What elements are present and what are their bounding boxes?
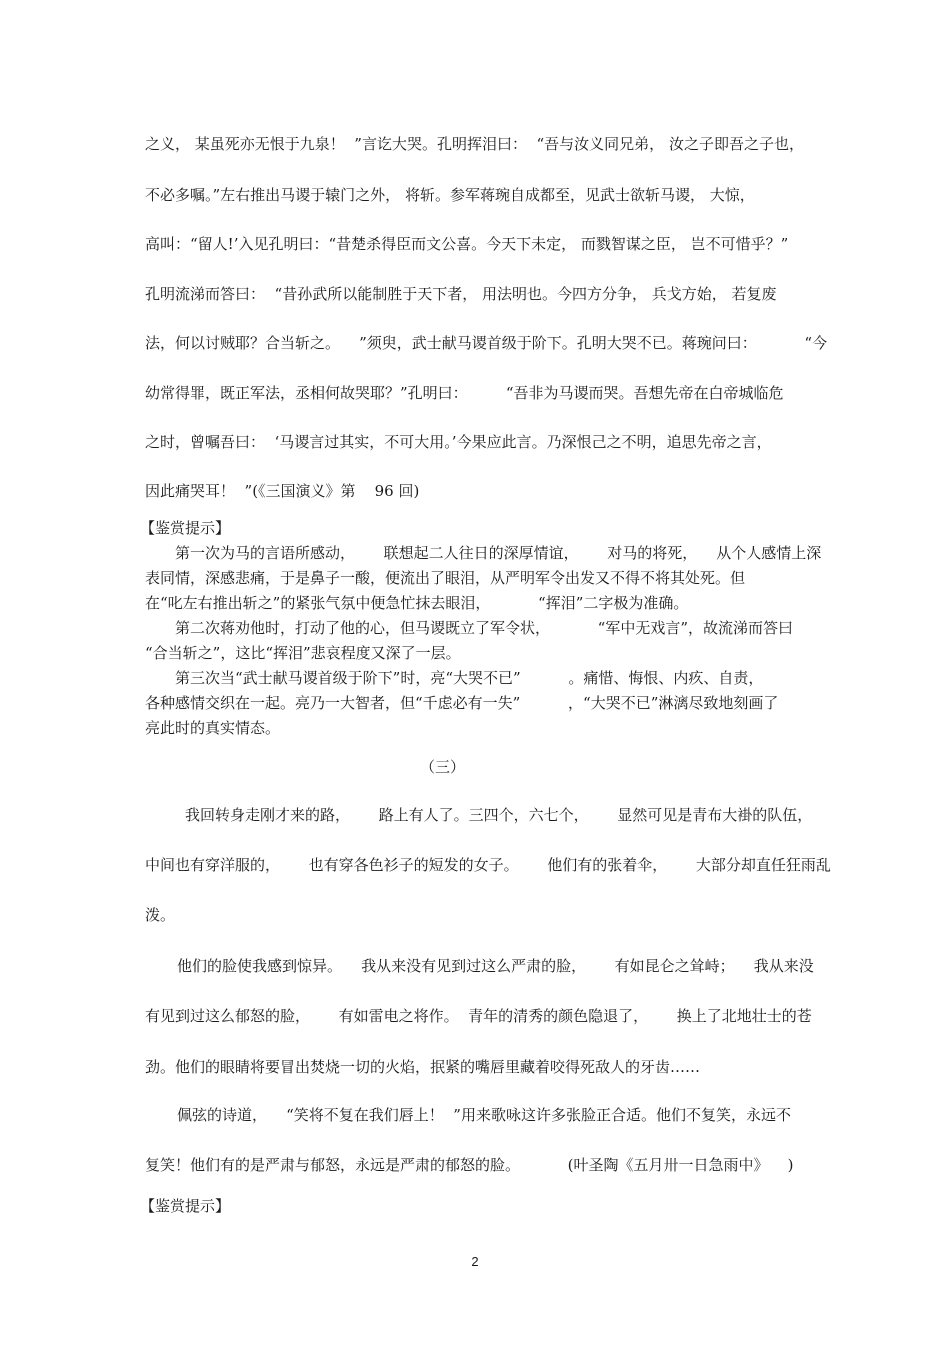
appreciation-heading: 【鉴赏提示】: [140, 519, 231, 537]
commentary-line: 各种感情交织在一起。亮乃一大智者，但“千虑必有一失” ，“大哭不已”淋漓尽致地刻画了: [145, 694, 779, 712]
passage-line: 因此痛哭耳！ ”(《三国演义》第 96 回): [145, 482, 420, 500]
passage-line: 法，何以讨贼耶？合当斩之。 ”须臾，武士献马谡首级于阶下。孔明大哭不已。蒋琬问曰： “今: [145, 334, 828, 352]
passage-line: 他们的脸使我感到惊异。 我从来没有见到过这么严肃的脸， 有如昆仑之耸峙； 我从来没: [177, 957, 814, 975]
passage-line: 高叫：“留人!’入见孔明曰：“昔楚杀得臣而文公喜。今天下未定， 而戮智谋之臣， 岂不可惜乎？”: [145, 235, 789, 253]
commentary-line: 在“叱左右推出斩之”的紧张气氛中便急忙抹去眼泪， “挥泪”二字极为准确。: [145, 594, 689, 612]
commentary-line: 第二次蒋劝他时，打动了他的心，但马谡既立了军令状， “军中无戏言”，故流涕而答曰: [175, 619, 794, 637]
page-number: 2: [471, 1254, 479, 1269]
passage-line: 不必多嘱。”左右推出马谡于辕门之外， 将斩。参军蒋琬自成都至，见武士欲斩马谡， 大惊，: [145, 186, 755, 204]
passage-line: 佩弦的诗道， “笑将不复在我们唇上！ ”用来歌咏这许多张脸正合适。他们不复笑，永远不: [177, 1106, 791, 1124]
commentary-line: 亮此时的真实情态。: [145, 719, 281, 737]
commentary-line: 第一次为马的言语所感动， 联想起二人往日的深厚情谊， 对马的将死， 从个人感情上深: [175, 544, 822, 562]
passage-line: 中间也有穿洋服的， 也有穿各色衫子的短发的女子。 他们有的张着伞， 大部分却直任狂雨乱: [145, 856, 831, 874]
passage-line: 幼常得罪，既正军法，丞相何故哭耶？”孔明曰： “吾非为马谡而哭。吾想先帝在白帝城临危: [145, 384, 784, 402]
passage-line: 我回转身走刚才来的路， 路上有人了。三四个，六七个， 显然可见是青布大褂的队伍，: [185, 806, 813, 824]
passage-line: 复笑！他们有的是严肃与郁怒，永远是严肃的郁怒的脸。 (叶圣陶《五月卅一日急雨中》 ): [145, 1156, 794, 1174]
commentary-line: 表同情，深感悲痛，于是鼻子一酸，便流出了眼泪，从严明军令出发又不得不将其处死。但: [145, 569, 746, 587]
section-heading: （三）: [419, 758, 465, 776]
passage-line: 泼。: [145, 906, 176, 924]
passage-line: 之义， 某虽死亦无恨于九泉！ ”言讫大哭。孔明挥泪曰： “吾与汝义同兄弟， 汝之子即吾之子也，: [145, 135, 804, 153]
commentary-line: 第三次当“武士献马谡首级于阶下”时，亮“大哭不已” 。痛惜、悔恨、内疚、自责，: [175, 669, 764, 687]
passage-line: 孔明流涕而答曰： “昔孙武所以能制胜于天下者， 用法明也。今四方分争， 兵戈方始， 若复废: [145, 285, 777, 303]
passage-line: 有见到过这么郁怒的脸， 有如雷电之将作。 青年的清秀的颜色隐退了， 换上了北地壮士的苍: [145, 1007, 812, 1025]
passage-line: 之时，曾嘱吾曰： ‘马谡言过其实，不可大用。’今果应此言。乃深恨己之不明，追思先帝之言，: [145, 433, 772, 451]
passage-line: 劲。他们的眼睛将要冒出焚烧一切的火焰，抿紧的嘴唇里藏着咬得死敌人的牙齿……: [145, 1058, 701, 1076]
commentary-line: “合当斩之”，这比“挥泪”悲哀程度又深了一层。: [145, 644, 461, 662]
appreciation-heading: 【鉴赏提示】: [140, 1197, 231, 1215]
